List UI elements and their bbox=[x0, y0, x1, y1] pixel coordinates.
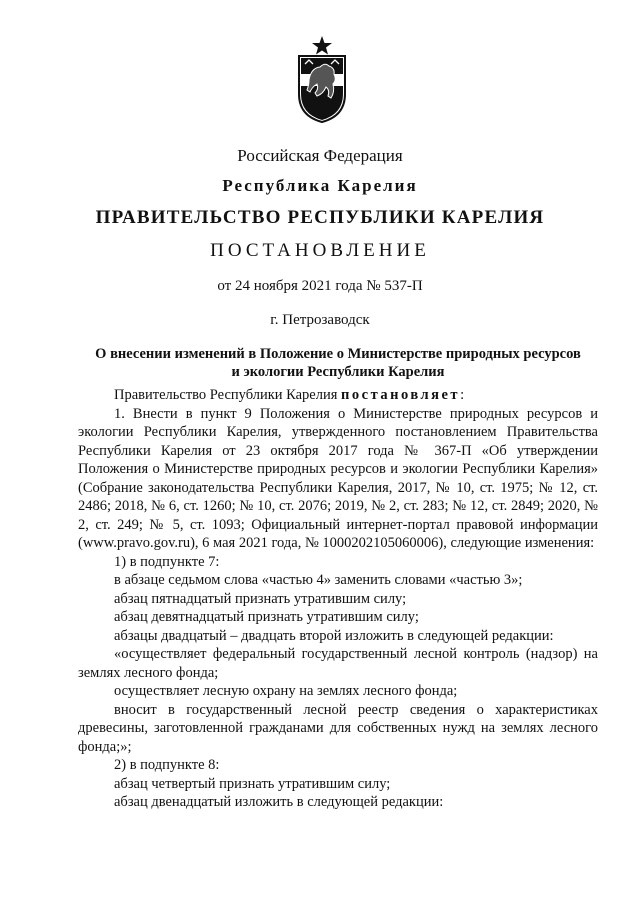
paragraph-3: абзац девятнадцатый признать утратившим силу; bbox=[114, 609, 419, 625]
document-body bbox=[78, 386, 598, 812]
intro-paragraph bbox=[78, 386, 598, 405]
coat-of-arms-emblem bbox=[295, 34, 349, 124]
paragraph-1: в абзаце седьмом слова «частью 4» заменить словами «частью 3»; bbox=[114, 572, 523, 588]
document-title bbox=[78, 345, 598, 381]
subitem-1: 1) в подпункте 7: bbox=[114, 553, 220, 570]
paragraph-4: абзацы двадцатый – двадцать второй изложить в следующей редакции: bbox=[114, 627, 554, 644]
paragraph-5: «осуществляет федеральный государственный лесной контроль (надзор) на землях лесного фонда; bbox=[78, 646, 598, 681]
government-name: ПРАВИТЕЛЬСТВО РЕСПУБЛИКИ КАРЕЛИЯ bbox=[95, 207, 545, 228]
document-dateline: от 24 ноября 2021 года № 537-П bbox=[217, 278, 423, 294]
intro-emphasis: постановляет bbox=[341, 387, 461, 403]
paragraph-7: вносит в государственный лесной реестр сведения о характеристиках древесины, заготовленной гражданами для собственных нужд на землях лесного фонда;»; bbox=[78, 701, 598, 755]
paragraph-2: абзац пятнадцатый признать утратившим силу; bbox=[114, 590, 407, 607]
intro-text: Правительство Республики Карелия bbox=[114, 387, 342, 403]
item-1-paragraph: 1. Внести в пункт 9 Положения о Министерстве природных ресурсов и экологии Республики Карелия, утвержденного постановлением Правительства Республики Карелия от 23 октября 2017 года № 367-П «Об утверждении Положения о Министерстве природных ресурсов и экологии Республики Карелия» (Собрание законодательства Республики Карелия, 2017, № 10, ст. 1975; № 12, ст. 2486; 2018, № 6, ст. 1260; № 10, ст. 2076; 2019, № 2, ст. 283; № 12, ст. 2849; 2020, № 2, ст. 249; № 5, ст. 1093; Официальный интернет-портал правовой информации (www.pravo.gov.ru), 6 мая 2021 года, № 1000202105060006), следующие изменения: bbox=[78, 405, 598, 551]
republic-name: Республика Карелия bbox=[222, 176, 418, 195]
subitem-2: 2) в подпункте 8: bbox=[114, 757, 220, 773]
paragraph-9: абзац двенадцатый изложить в следующей редакции: bbox=[114, 794, 444, 810]
document-title-line1: О внесении изменений в Положение о Министерстве природных ресурсов bbox=[95, 346, 581, 362]
document-type: ПОСТАНОВЛЕНИЕ bbox=[210, 240, 430, 261]
document-city: г. Петрозаводск bbox=[270, 312, 370, 328]
intro-colon: : bbox=[460, 387, 465, 403]
paragraph-6: осуществляет лесную охрану на землях лесного фонда; bbox=[114, 683, 458, 699]
document-title-line2: и экологии Республики Карелия bbox=[231, 364, 445, 380]
federation-name: Российская Федерация bbox=[237, 146, 403, 165]
paragraph-8: абзац четвертый признать утратившим силу; bbox=[114, 775, 391, 792]
